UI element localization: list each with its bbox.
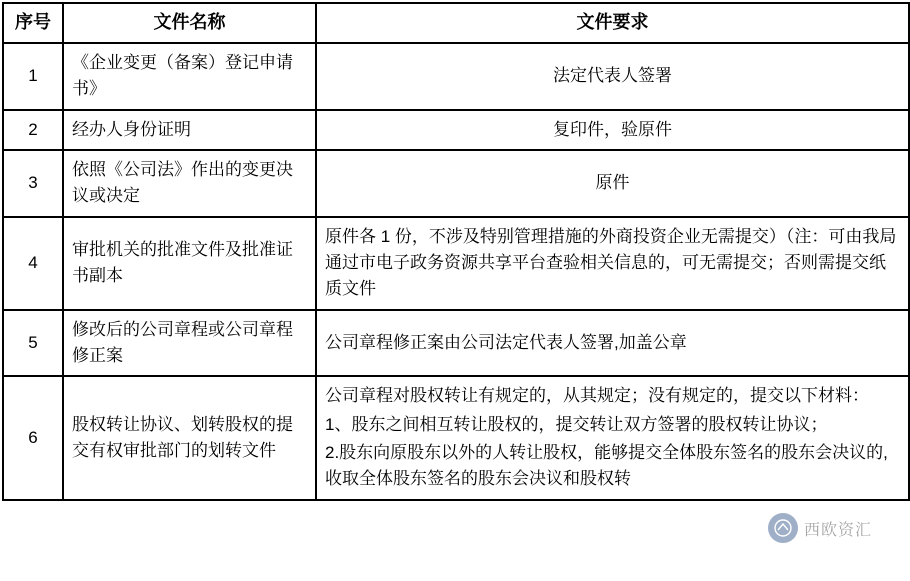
column-header-no: 序号	[3, 3, 63, 43]
requirement-paragraph: 1、股东之间相互转让股权的，提交转让双方签署的股权转让协议；	[325, 414, 828, 434]
requirement-paragraph: 复印件，验原件	[553, 119, 672, 139]
requirement-paragraph: 原件各 1 份，不涉及特别管理措施的外商投资企业无需提交）（注：可由我局通过市电子政务资源共享平台查验相关信息的，可无需提交；否则需提交纸质文件	[325, 226, 897, 299]
table-header	[3, 3, 909, 43]
document-requirement	[316, 376, 909, 499]
row-number: 5	[3, 310, 63, 377]
document-name: 股权转让协议、划转股权的提交有权审批部门的划转文件	[63, 376, 316, 499]
document-name: 修改后的公司章程或公司章程修正案	[63, 310, 316, 377]
requirement-paragraph: 法定代表人签署	[553, 66, 672, 86]
row-number: 6	[3, 376, 63, 499]
row-number: 4	[3, 217, 63, 310]
document-requirement	[316, 310, 909, 377]
document-name: 依照《公司法》作出的变更决议或决定	[63, 150, 316, 217]
table-row	[3, 150, 909, 217]
document-requirement	[316, 110, 909, 150]
document-name: 《企业变更（备案）登记申请书》	[63, 43, 316, 110]
column-header-requirement: 文件要求	[316, 3, 909, 43]
table-row	[3, 110, 909, 150]
row-number: 3	[3, 150, 63, 217]
table-header-row	[3, 3, 909, 43]
watermark	[768, 511, 888, 545]
page-edge	[0, 575, 910, 581]
row-number: 1	[3, 43, 63, 110]
table-body	[3, 43, 909, 500]
requirement-paragraph: 2.股东向原股东以外的人转让股权，能够提交全体股东签名的股东会决议的,收取全体股东签名的股东会决议和股权转	[325, 443, 888, 489]
table-row	[3, 217, 909, 310]
document-requirement	[316, 217, 909, 310]
requirement-paragraph: 公司章程对股权转让有规定的，从其规定；没有规定的，提交以下材料：	[325, 386, 869, 406]
document-requirement	[316, 43, 909, 110]
watermark-label: 西欧资汇	[804, 521, 873, 539]
table-row	[3, 376, 909, 499]
requirement-paragraph: 原件	[595, 173, 630, 193]
table-row	[3, 310, 909, 377]
table-row	[3, 43, 909, 110]
document-requirement	[316, 150, 909, 217]
document-name: 经办人身份证明	[63, 110, 316, 150]
column-header-name: 文件名称	[63, 3, 316, 43]
circle-logo-icon	[768, 513, 798, 543]
requirements-table	[2, 2, 910, 501]
document-name: 审批机关的批准文件及批准证书副本	[63, 217, 316, 310]
requirement-paragraph: 公司章程修正案由公司法定代表人签署,加盖公章	[325, 332, 687, 352]
row-number: 2	[3, 110, 63, 150]
